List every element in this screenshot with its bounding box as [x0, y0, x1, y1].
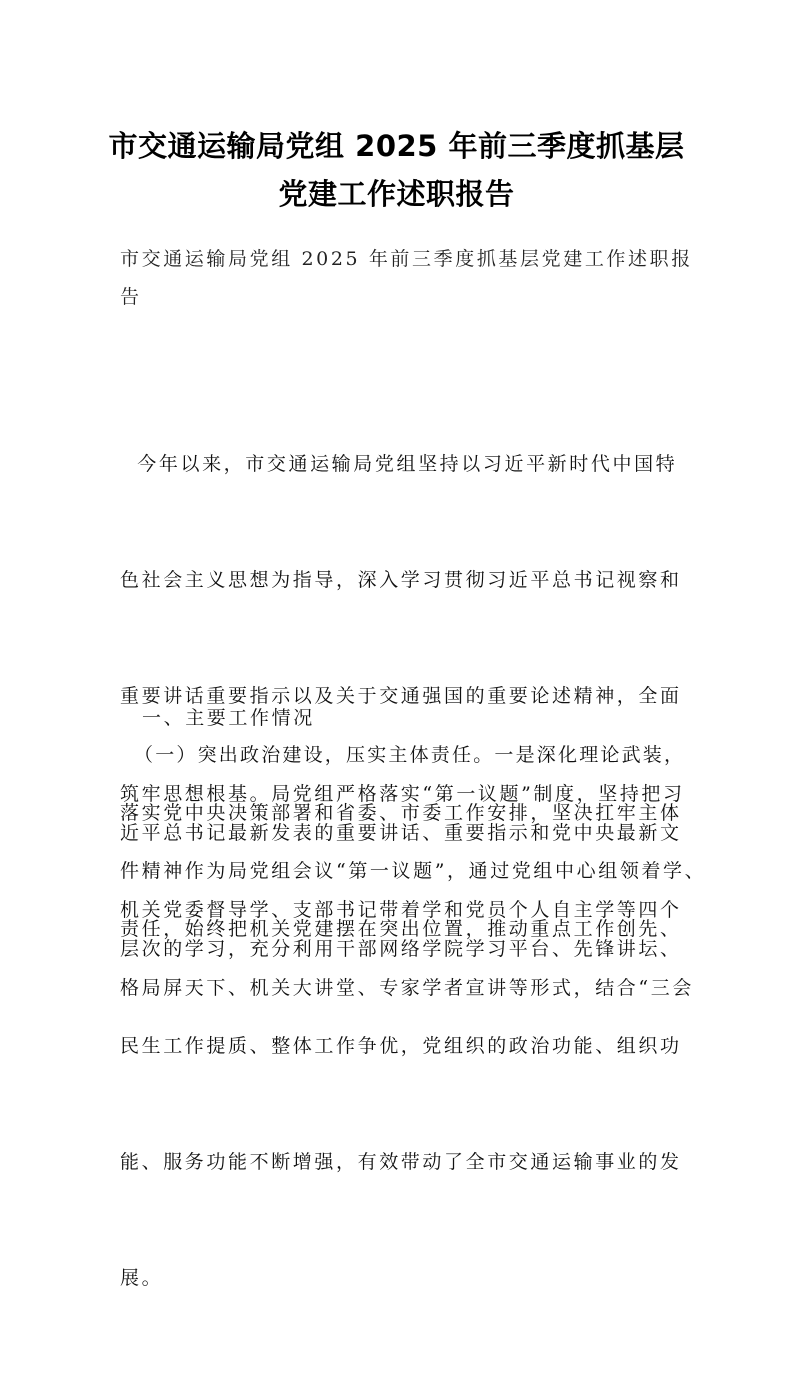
- text-line: 筑牢思想根基。局党组严格落实“第一议题”制度，坚持把习: [120, 782, 685, 805]
- text-line: 今年以来，市交通运输局党组坚持以习近平新时代中国特: [120, 452, 678, 475]
- heading-text: 一、主要工作情况: [142, 707, 315, 729]
- text-line: 能、服务功能不断增强，有效带动了全市交通运输事业的发: [120, 1150, 682, 1173]
- text-line: 落实党中央决策部署和省委、市委工作安排，坚决扛牢主体: [120, 801, 682, 824]
- text-line: 格局屏天下、机关大讲堂、专家学者宣讲等形式，结合“三会: [120, 976, 694, 999]
- text-line: （一）突出政治建设，压实主体责任。一是深化理论武装，: [134, 744, 686, 766]
- document-title-line-1: 市交通运输局党组 2025 年前三季度抓基层: [108, 129, 685, 163]
- text-line: 机关党委督导学、支部书记带着学和党员个人自主学等四个: [120, 899, 682, 922]
- subtitle-line: 市交通运输局党组 2025 年前三季度抓基层党建工作述职报: [120, 248, 693, 270]
- section-heading: [120, 699, 702, 738]
- text-line: 近平总书记最新发表的重要讲话、重要指示和党中央最新文: [120, 821, 682, 844]
- text-line: 展。: [120, 1267, 164, 1290]
- section-paragraph: [120, 736, 707, 1008]
- text-line: 件精神作为局党组会议“第一议题”，通过党组中心组领着学、: [120, 860, 707, 883]
- text-line: 色社会主义思想为指导，深入学习贯彻习近平总书记视察和: [120, 568, 682, 591]
- text-line: 重要讲话重要指示以及关于交通强国的重要论述精神，全面: [120, 685, 682, 708]
- document-title-line-2: 党建工作述职报告: [278, 177, 515, 211]
- text-line: 民生工作提质、整体工作争优，党组织的政治功能、组织功: [120, 1034, 682, 1057]
- subtitle-line: 告: [120, 286, 142, 308]
- document-subtitle: [120, 240, 693, 316]
- text-line: 责任，始终把机关党建摆在突出位置，推动重点工作创先、: [120, 918, 682, 941]
- text-line: 层次的学习，充分利用干部网络学院学习平台、先锋讲坛、: [120, 937, 682, 960]
